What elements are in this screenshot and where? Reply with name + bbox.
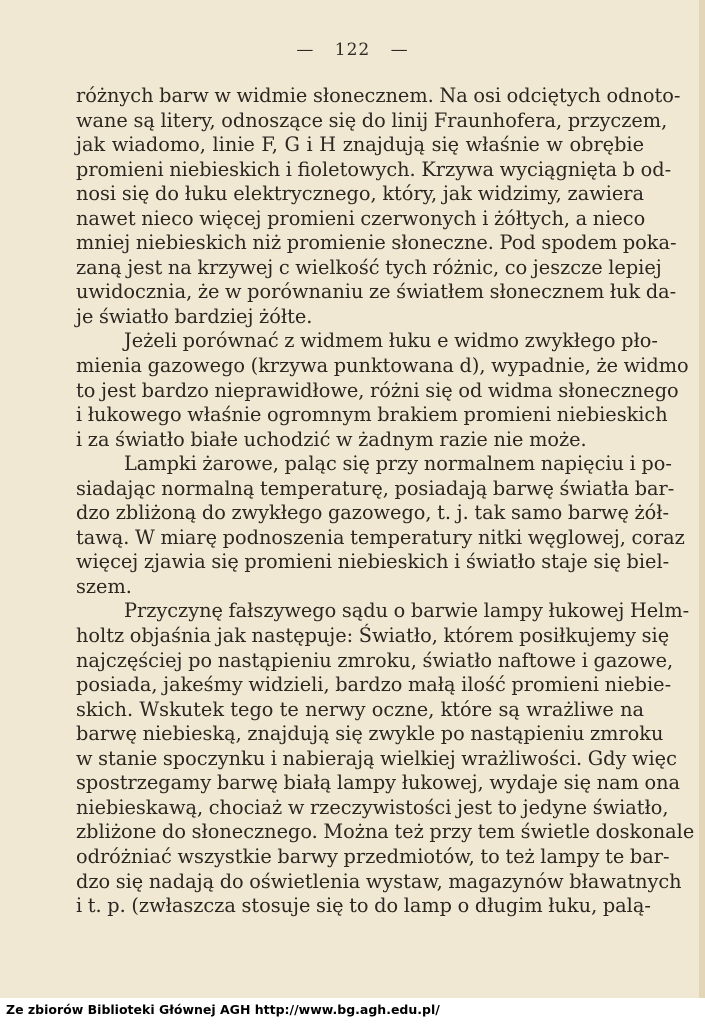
text-line: wane są litery, odnoszące się do linij Fraunhofera, przyczem,	[76, 108, 668, 132]
text-line: skich. Wskutek tego te nerwy oczne, które są wrażliwe na	[76, 697, 644, 721]
text-line: mniej niebieskich niż promienie słoneczne. Pod spodem poka-	[76, 231, 677, 255]
text-line: siadając normalną temperaturę, posiadają barwę światła bar-	[76, 476, 675, 500]
text-line: zbliżone do słonecznego. Można też przy tem świetle doskonale	[76, 820, 695, 844]
text-line: i za światło białe uchodzić w żadnym razie nie może.	[76, 427, 587, 451]
page-number-header	[0, 40, 705, 60]
text-line: posiada, jakeśmy widzieli, bardzo małą ilość promieni niebie-	[76, 673, 672, 697]
text-line: to jest bardzo nieprawidłowe, różni się od widma słonecznego	[76, 378, 679, 402]
library-credit: Ze zbiorów Biblioteki Głównej AGH http://www.bg.agh.edu.pl/	[6, 1002, 440, 1017]
text-line: dzo się nadają do oświetlenia wystaw, magazynów bławatnych	[76, 869, 682, 893]
text-line: Jeżeli porównać z widmem łuku e widmo zwykłego pło-	[124, 329, 658, 353]
page-number-dash-right: —	[390, 40, 409, 60]
text-line: i t. p. (zwłaszcza stosuje się to do lamp o długim łuku, palą-	[76, 894, 651, 918]
text-line: niebieskawą, chociaż w rzeczywistości jest to jedyne światło,	[76, 795, 669, 819]
text-line: i łukowego właśnie ogromnym brakiem promieni niebieskich	[76, 403, 668, 427]
text-line: w stanie spoczynku i nabierają wielkiej wrażliwości. Gdy więc	[76, 746, 677, 770]
text-line: je światło bardziej żółte.	[76, 304, 313, 328]
page-number: 122	[334, 40, 371, 60]
body-text	[76, 84, 695, 919]
text-line: nawet nieco więcej promieni czerwonych i żółtych, a nieco	[76, 206, 646, 230]
text-line: zaną jest na krzywej c wielkość tych różnic, co jeszcze lepiej	[76, 255, 662, 279]
text-line: jak wiadomo, linie F, G i H znajdują się właśnie w obrębie	[76, 133, 644, 157]
text-line: Przyczynę fałszywego sądu o barwie lampy łukowej Helm-	[124, 599, 690, 623]
text-line: dzo zbliżoną do zwykłego gazowego, t. j. tak samo barwę żół-	[76, 501, 670, 525]
text-line: nosi się do łuku elektrycznego, który, jak widzimy, zawiera	[76, 182, 644, 206]
text-line: więcej zjawia się promieni niebieskich i światło staje się biel-	[76, 550, 670, 574]
text-line: tawą. W miarę podnoszenia temperatury nitki węglowej, coraz	[76, 525, 685, 549]
text-line: szem.	[76, 574, 132, 598]
text-line: promieni niebieskich i fioletowych. Krzywa wyciągnięta b od-	[76, 157, 672, 181]
text-line: uwidocznia, że w porównaniu ze światłem słonecznem łuk da-	[76, 280, 677, 304]
text-line: barwę niebieską, znajdują się zwykle po nastąpieniu zmroku	[76, 722, 664, 746]
text-line: odróżniać wszystkie barwy przedmiotów, to też lampy te bar-	[76, 844, 670, 868]
text-line: najczęściej po nastąpieniu zmroku, światło naftowe i gazowe,	[76, 648, 674, 672]
text-line: spostrzegamy barwę białą lampy łukowej, wydaje się nam ona	[76, 771, 681, 795]
text-line: mienia gazowego (krzywa punktowana d), wypadnie, że widmo	[76, 354, 689, 378]
text-line: Lampki żarowe, paląc się przy normalnem napięciu i po-	[124, 452, 672, 476]
page-edge	[699, 0, 705, 998]
page-number-dash-left: —	[296, 40, 315, 60]
text-line: różnych barw w widmie słonecznem. Na osi odciętych odnoto-	[76, 84, 681, 107]
text-line: holtz objaśnia jak następuje: Światło, którem posiłkujemy się	[76, 624, 670, 648]
